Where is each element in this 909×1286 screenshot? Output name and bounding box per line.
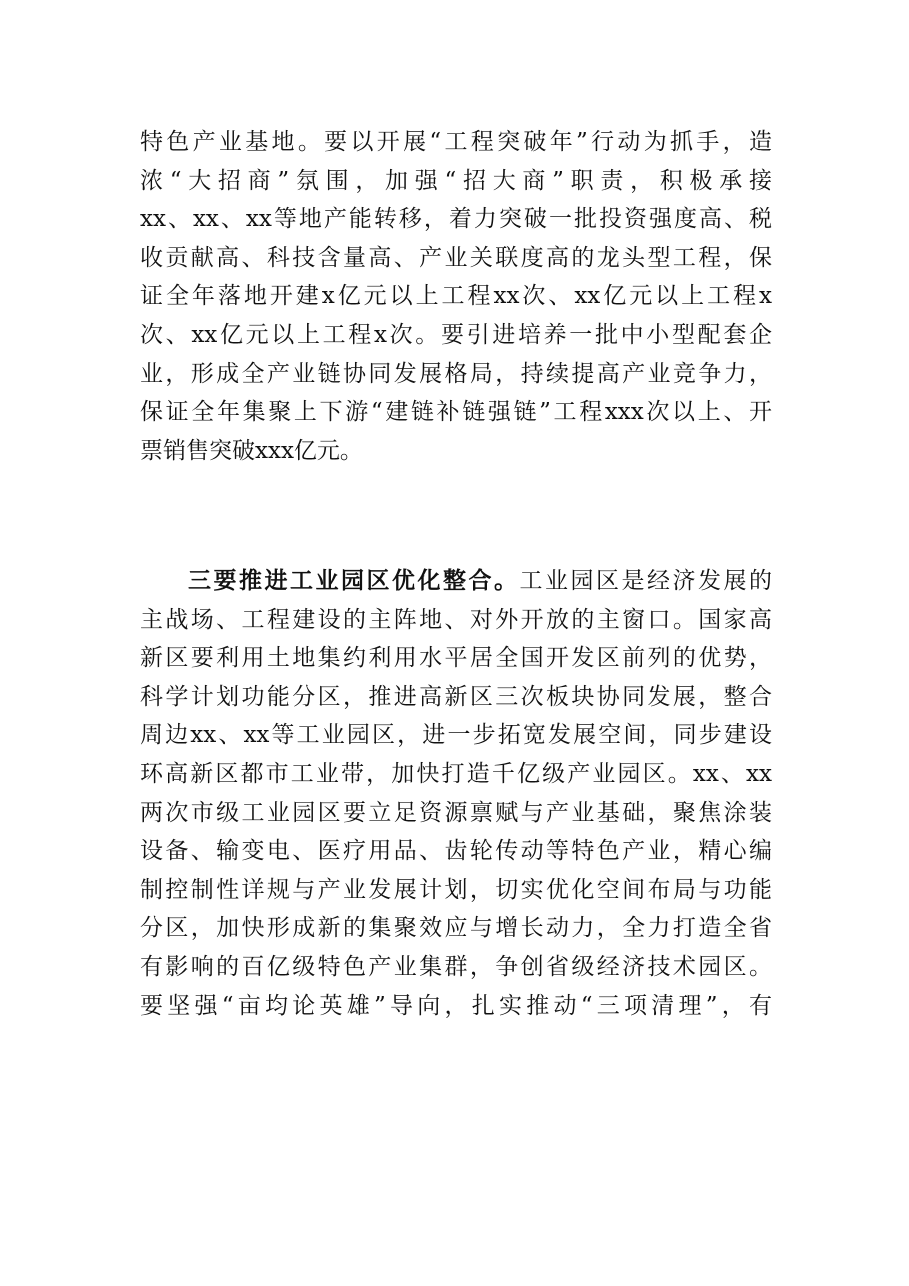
paragraph-line: 证全年落地开建x亿元以上工程xx次、xx亿元以上工程x [140,283,772,310]
paragraph-line: 分区，加快形成新的集聚效应与增长动力，全力打造全省 [140,915,772,942]
paragraph-line: 科学计划功能分区，推进高新区三次板块协同发展，整合 [140,683,772,710]
paragraph-line: 设备、输变电、医疗用品、齿轮传动等特色产业，精心编 [140,838,772,865]
paragraph-line: 两次市级工业园区要立足资源禀赋与产业基础，聚焦涂装 [140,799,772,826]
paragraph-line: 有影响的百亿级特色产业集群，争创省级经济技术园区。 [140,953,772,980]
paragraph-line: 主战场、工程建设的主阵地、对外开放的主窗口。国家高 [140,606,772,633]
paragraph-heading: 三要推进工业园区优化整合。 [188,568,520,594]
paragraph-line: xx、xx、xx等地产能转移，着力突破一批投资强度高、税 [140,206,772,233]
paragraph-line: 周边xx、xx等工业园区，进一步拓宽发展空间，同步建设 [140,722,772,749]
paragraph-line: 要坚强“亩均论英雄”导向，扎实推动“三项清理”，有 [140,992,772,1019]
paragraph-line: 业，形成全产业链协同发展格局，持续提高产业竞争力， [140,360,772,387]
paragraph-line: 保证全年集聚上下游“建链补链强链”工程xxx次以上、开 [140,399,772,426]
paragraph-line: 票销售突破xxx亿元。 [140,437,363,464]
paragraph-line: 环高新区都市工业带，加快打造千亿级产业园区。xx、xx [140,760,772,787]
paragraph-industrial-base [140,123,772,470]
paragraph-line: 次、xx亿元以上工程x次。要引进培养一批中小型配套企 [140,321,772,348]
paragraph-first-line [140,562,772,601]
paragraph-line: 收贡献高、科技含量高、产业关联度高的龙头型工程，保 [140,244,772,271]
paragraph-line: 新区要利用土地集约利用水平居全国开发区前列的优势， [140,645,772,672]
paragraph-first-line-text: 工业园区是经济发展的 [519,568,772,594]
paragraph-industrial-parks [140,562,772,1025]
paragraph-line: 特色产业基地。要以开展“工程突破年”行动为抓手，造 [140,129,772,155]
paragraph-line: 浓“大招商”氛围，加强“招大商”职责，积极承接 [140,167,772,194]
paragraph-line: 制控制性详规与产业发展计划，切实优化空间布局与功能 [140,876,772,903]
